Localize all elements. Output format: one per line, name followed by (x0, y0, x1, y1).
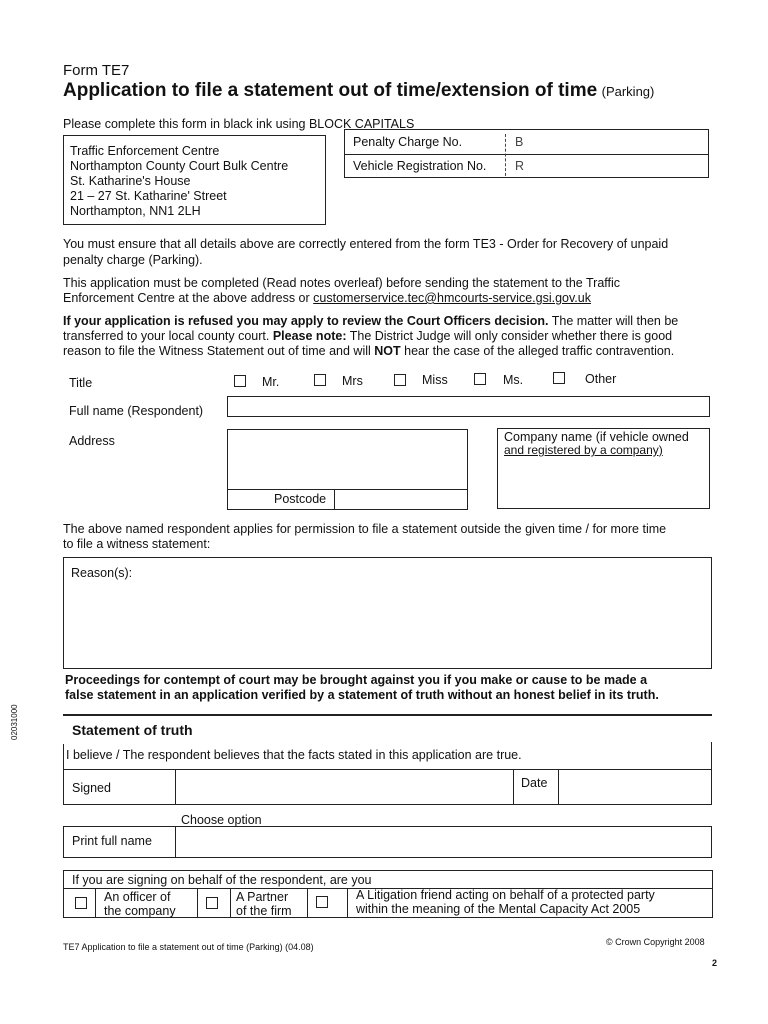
title-main: Application to file a statement out of time/extension of time (63, 80, 598, 101)
officer-label-1: An officer of (104, 890, 171, 904)
signed-label: Signed (72, 781, 111, 795)
litigation-label-1: A Litigation friend acting on behalf of a protected party (356, 888, 655, 902)
behalf-label: If you are signing on behalf of the respondent, are you (72, 873, 372, 887)
reference-box (344, 129, 709, 178)
title-ms-label: Ms. (503, 373, 524, 387)
not-bold: NOT (374, 344, 401, 358)
note-paragraph-1: You must ensure that all details above are correctly entered from the form TE3 - Order for Recovery of unpaid (63, 237, 669, 251)
signature-field[interactable] (175, 770, 513, 804)
title-miss-label: Miss (422, 373, 448, 387)
contravention-text: hear the case of the alleged traffic contravention. (404, 344, 675, 358)
footer-copyright: © Crown Copyright 2008 (606, 937, 705, 947)
instruction-text: Please complete this form in black ink using BLOCK CAPITALS (63, 117, 415, 131)
contempt-warning-line1: Proceedings for contempt of court may be brought against you if you make or cause to be made a (65, 673, 648, 687)
address-line: Northampton, NN1 2LH (70, 204, 201, 218)
title-other-checkbox[interactable] (553, 372, 565, 384)
transfer-text: transferred to your local county court. (63, 329, 270, 343)
title-miss-checkbox[interactable] (394, 374, 406, 386)
officer-label-2: the company (104, 904, 176, 918)
page-title (63, 80, 654, 102)
address-line: 21 – 27 St. Katharine' Street (70, 189, 227, 203)
partner-label-1: A Partner (236, 890, 289, 904)
fullname-input[interactable] (227, 396, 710, 417)
company-label-line2: and registered by a company) (504, 443, 663, 457)
note-paragraph-2: This application must be completed (Read notes overleaf) before sending the statement to the Traffic (63, 276, 621, 290)
note-paragraph-3 (63, 314, 678, 329)
refusal-bold: If your application is refused you may apply to review the Court Officers decision. (63, 314, 549, 328)
choose-option-dropdown[interactable]: Choose option (181, 813, 262, 827)
application-line1: The above named respondent applies for permission to file a statement outside the given time / for more time (63, 522, 667, 536)
vehicle-registration-label: Vehicle Registration No. (353, 159, 487, 173)
title-other-label: Other (585, 372, 617, 386)
reasons-input[interactable] (63, 557, 712, 669)
fullname-label: Full name (Respondent) (69, 404, 204, 418)
side-form-code: 02031000 (10, 704, 19, 740)
title-mrs-checkbox[interactable] (314, 374, 326, 386)
title-ms-checkbox[interactable] (474, 373, 486, 385)
contempt-warning-line2: false statement in an application verified by a statement of truth without an honest belief in its truth. (65, 688, 659, 702)
email-link[interactable]: customerservice.tec@hmcourts-service.gsi.gov.uk (313, 291, 591, 305)
form-code: Form TE7 (63, 62, 130, 79)
title-label: Title (69, 376, 93, 390)
address-line: Traffic Enforcement Centre (70, 144, 220, 158)
partner-checkbox[interactable] (206, 897, 218, 909)
behalf-box (63, 870, 713, 918)
title-mrs-label: Mrs (342, 374, 363, 388)
vehicle-registration-field[interactable]: R (515, 159, 525, 173)
print-name-label: Print full name (72, 834, 152, 848)
litigation-friend-checkbox[interactable] (316, 896, 328, 908)
company-label-line1: Company name (if vehicle owned (504, 430, 689, 444)
officer-checkbox[interactable] (75, 897, 87, 909)
title-mr-label: Mr. (262, 375, 280, 389)
address-label: Address (69, 434, 115, 448)
page-number: 2 (712, 958, 718, 968)
reasons-label: Reason(s): (71, 566, 133, 580)
application-line2: to file a witness statement: (63, 537, 211, 551)
note-paragraph-3c (63, 344, 674, 359)
truth-heading: Statement of truth (72, 722, 193, 738)
penalty-charge-field[interactable]: B (515, 135, 524, 149)
address-input[interactable] (227, 429, 468, 510)
belief-text: I believe / The respondent believes that the facts stated in this application are true. (66, 748, 522, 762)
address-line: Northampton County Court Bulk Centre (70, 159, 289, 173)
judge-text: The District Judge will only consider whether there is good (349, 329, 673, 343)
penalty-charge-label: Penalty Charge No. (353, 135, 463, 149)
date-field[interactable] (558, 770, 711, 804)
reason-text: reason to file the Witness Statement out of time and will (63, 344, 371, 358)
note-paragraph-1b: penalty charge (Parking). (63, 253, 203, 267)
court-address-box (63, 135, 326, 225)
date-label: Date (521, 776, 548, 790)
note-paragraph-2b-text: Enforcement Centre at the above address or (63, 291, 310, 305)
note-paragraph-2b (63, 291, 591, 306)
litigation-label-2: within the meaning of the Mental Capacity Act 2005 (356, 902, 641, 916)
postcode-label: Postcode (274, 492, 327, 506)
please-note-bold: Please note: (272, 329, 347, 343)
truth-top-rule (63, 714, 712, 716)
print-name-input[interactable] (175, 827, 711, 857)
title-mr-checkbox[interactable] (234, 375, 246, 387)
company-name-input[interactable] (497, 428, 710, 509)
partner-label-2: of the firm (236, 904, 292, 918)
refusal-rest: The matter will then be (551, 314, 679, 328)
note-paragraph-3b (63, 329, 672, 344)
address-line: St. Katharine's House (70, 174, 191, 188)
footer-form-ref: TE7 Application to file a statement out of time (Parking) (04.08) (63, 942, 314, 952)
title-suffix: (Parking) (601, 84, 655, 99)
